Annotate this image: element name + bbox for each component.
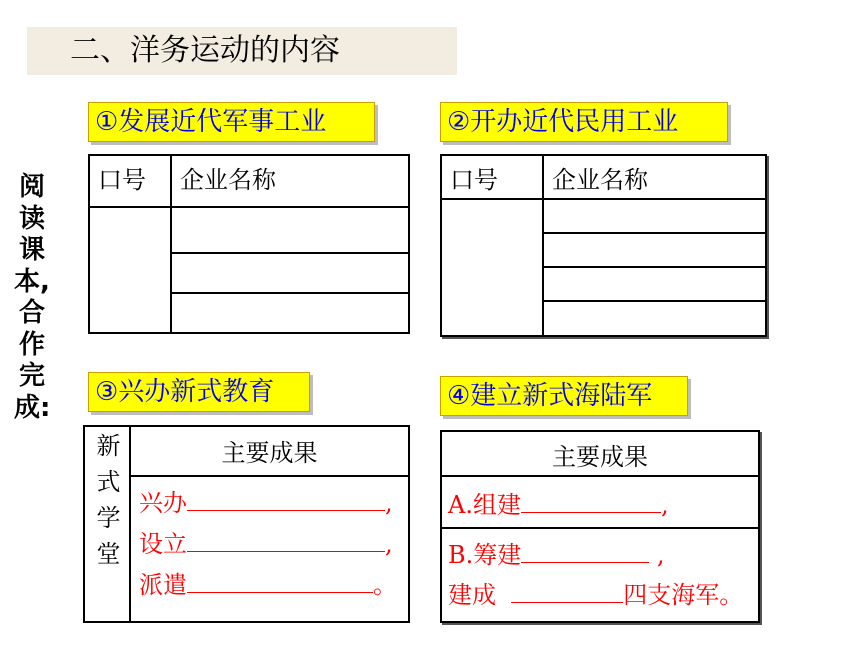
section-2-table [440,154,767,337]
results-lines [131,477,408,606]
table-cell [543,267,766,301]
school-label: 新式学堂 [92,433,120,577]
table-cell [171,207,409,253]
table-header-cell: 企业名称 [171,155,409,207]
blank-field[interactable] [511,580,623,603]
results-lines [442,529,758,615]
results-header: 主要成果 [552,443,648,471]
side-char: 读 [18,203,45,234]
side-instruction [14,172,50,424]
blank-field[interactable] [187,529,385,552]
section-4-badge: ④建立新式海陆军 [440,376,688,416]
blank-field[interactable] [187,488,385,511]
section-2-badge: ②开办近代民用工业 [440,102,728,142]
table-cell [171,293,409,333]
results-cell [441,528,759,622]
results-header: 主要成果 [221,439,318,467]
table-cell [171,253,409,293]
result-line: 派遣 。 [139,571,397,599]
table-header-cell: 企业名称 [543,155,766,199]
side-char: 本, [14,266,50,297]
blank-field[interactable] [521,490,661,513]
school-label-cell [84,426,130,622]
blank-field[interactable] [187,570,373,593]
side-char: 合 [18,298,45,328]
table-cell [543,199,766,233]
section-3-badge: ③兴办新式教育 [88,372,310,412]
results-cell [441,476,759,528]
page-title: 二、洋务运动的内容 [70,33,340,68]
side-char: 作 [18,329,45,360]
result-line: 兴办 , [139,489,393,517]
result-line: 设立 , [139,530,393,558]
table-header-cell: 口号 [89,155,171,207]
section-3-table [83,425,410,623]
side-char: 成: [14,392,51,423]
table-cell [543,233,766,267]
section-1-table [88,154,410,334]
section-1-badge: ①发展近代军事工业 [88,102,375,142]
results-cell [130,476,409,622]
section-4-table [440,430,760,623]
table-cell [543,301,766,336]
result-line: 建成 四支海军。 [448,581,744,609]
side-char: 课 [18,235,45,265]
result-line: A.组建 , [448,491,669,519]
table-cell [441,199,543,336]
table-header-cell: 口号 [441,155,543,199]
table-header-cell [130,426,409,476]
side-char: 完 [18,361,45,391]
table-header-cell [441,431,759,476]
side-char: 阅 [18,172,45,202]
result-line: B.筹建 , [448,541,665,569]
table-cell [89,207,171,333]
blank-field[interactable] [521,540,649,563]
